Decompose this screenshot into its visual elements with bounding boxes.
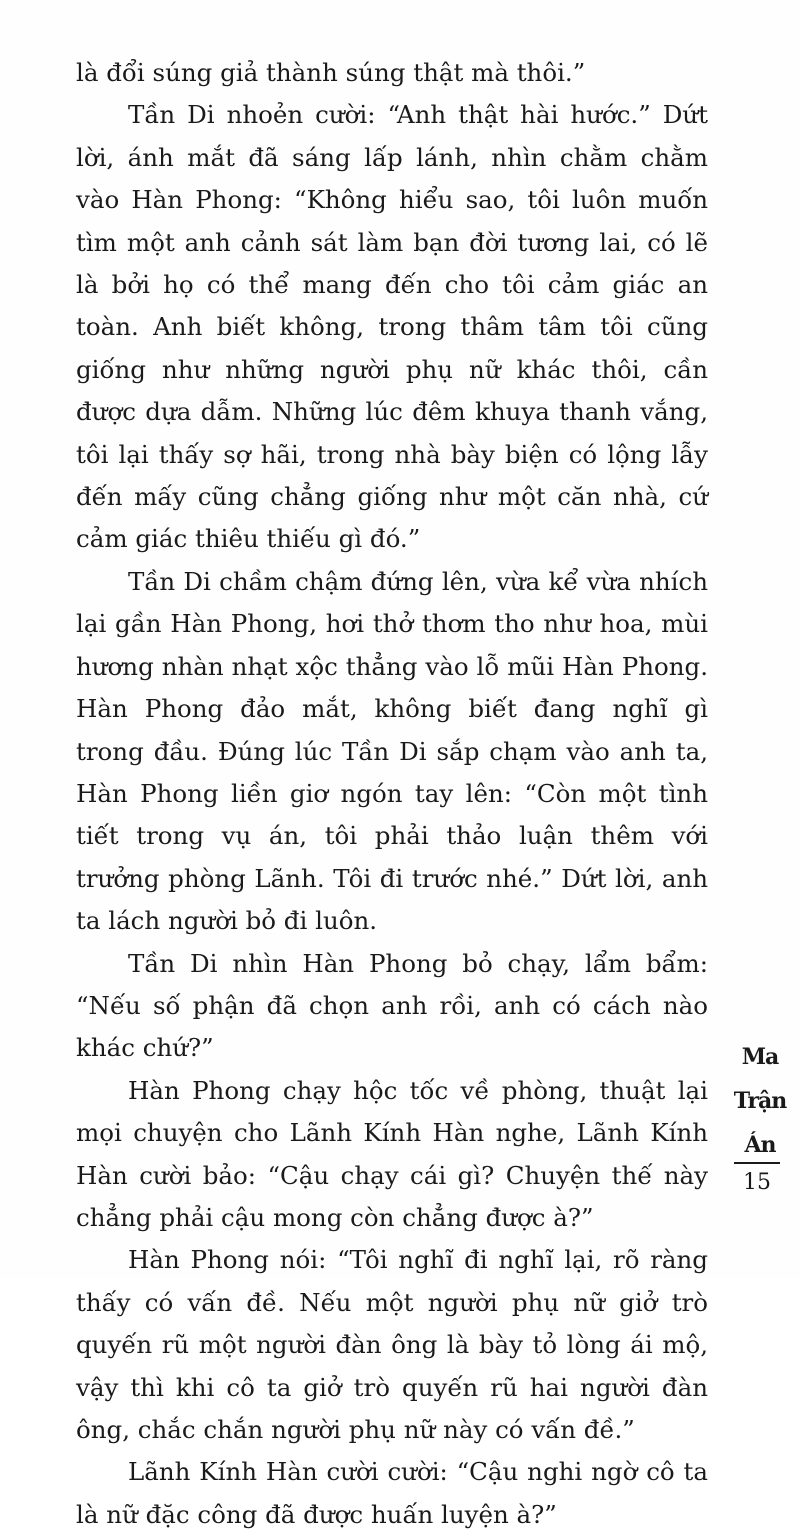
paragraph-3: Tần Di chầm chậm đứng lên, vừa kể vừa nhích lại gần Hàn Phong, hơi thở thơm tho như hoa, mùi hương nhàn nhạt xộc thẳng vào lỗ mũi Hàn Phong. Hàn Phong đảo mắt, không biết đang nghĩ gì trong đầu. Đúng lúc Tần Di sắp chạm vào anh ta, Hàn Phong liền giơ ngón tay lên: “Còn một tình tiết trong vụ án, tôi phải thảo luận thêm với trưởng phòng Lãnh. Tôi đi trước nhé.” Dứt lời, anh ta lách người bỏ đi luôn. [76, 566, 708, 936]
page-number-divider [734, 1162, 780, 1164]
running-book-title [728, 1035, 792, 1167]
paragraph-6: Hàn Phong nói: “Tôi nghĩ đi nghĩ lại, rõ ràng thấy có vấn đề. Nếu một người phụ nữ giở trò quyến rũ một người đàn ông là bày tỏ lòng ái mộ, vậy thì khi cô ta giở trò quyến rũ hai người đàn ông, chắc chắn người phụ nữ này có vấn đề.” [76, 1245, 708, 1444]
paragraph-7: Lãnh Kính Hàn cười cười: “Cậu nghi ngờ cô ta là nữ đặc công đã được huấn luyện à?” [76, 1457, 708, 1529]
body-text [76, 52, 708, 1536]
paragraph-4: Tần Di nhìn Hàn Phong bỏ chạy, lẩm bẩm: “Nếu số phận đã chọn anh rồi, anh có cách nào khác chứ?” [76, 948, 708, 1063]
paragraph-1: là đổi súng giả thành súng thật mà thôi.” [76, 58, 586, 87]
paragraph-5: Hàn Phong chạy hộc tốc về phòng, thuật lại mọi chuyện cho Lãnh Kính Hàn nghe, Lãnh Kính Hàn cười bảo: “Cậu chạy cái gì? Chuyện thế này chẳng phải cậu mong còn chẳng được à?” [76, 1075, 708, 1232]
paragraph-2: Tần Di nhoẻn cười: “Anh thật hài hước.” Dứt lời, ánh mắt đã sáng lấp lánh, nhìn chằm chằm vào Hàn Phong: “Không hiểu sao, tôi luôn muốn tìm một anh cảnh sát làm bạn đời tương lai, có lẽ là bởi họ có thể mang đến cho tôi cảm giác an toàn. Anh biết không, trong thâm tâm tôi cũng giống như những người phụ nữ khác thôi, cần được dựa dẫm. Những lúc đêm khuya thanh vắng, tôi lại thấy sợ hãi, trong nhà bày biện có lộng lẫy đến mấy cũng chẳng giống như một căn nhà, cứ cảm giác thiêu thiếu gì đó.” [76, 100, 708, 554]
page-number: 15 [743, 1170, 771, 1195]
running-title-line-2: Trận [733, 1088, 787, 1114]
running-title-line-1: Ma [741, 1044, 779, 1070]
running-title-line-3: Án [744, 1132, 776, 1158]
